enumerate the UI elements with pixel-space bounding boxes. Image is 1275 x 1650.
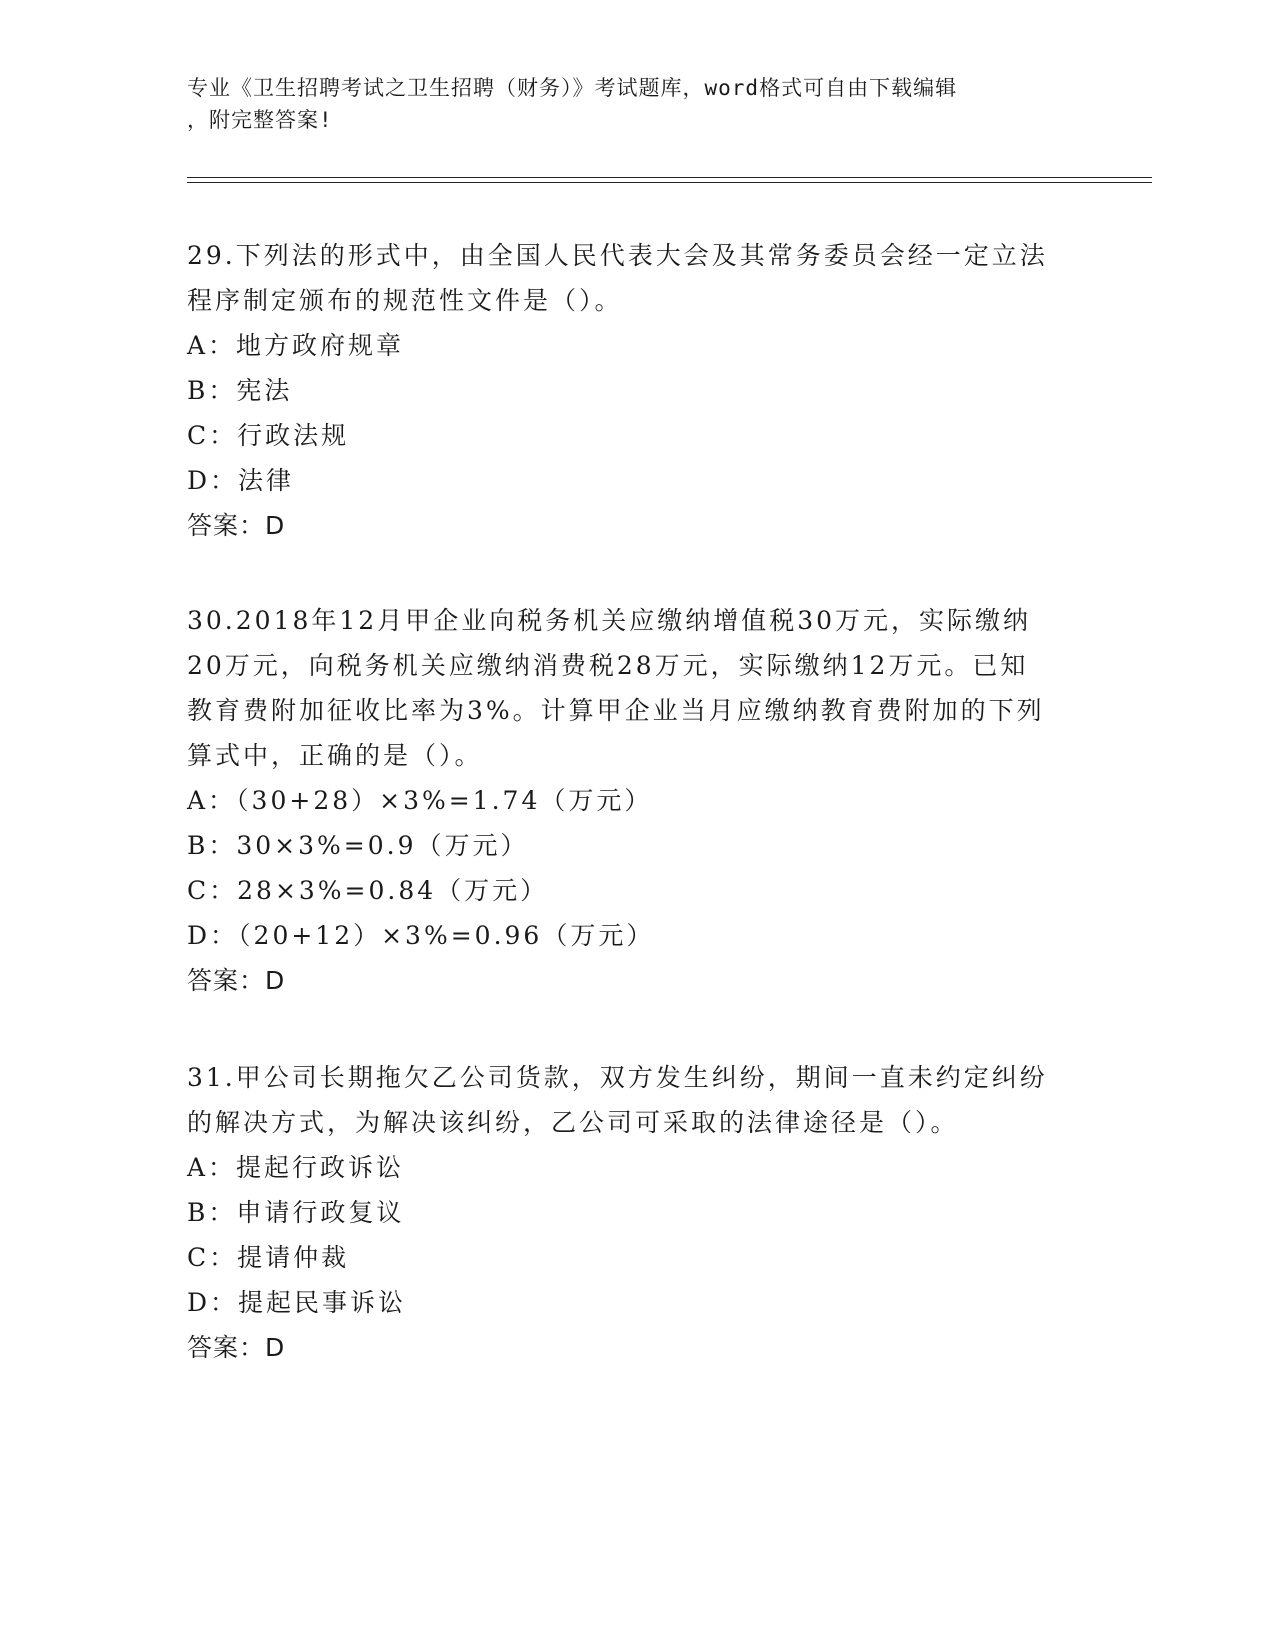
question-29 <box>187 233 1087 549</box>
option-a: A：地方政府规章 <box>187 331 405 360</box>
header-divider-bottom <box>187 182 1152 183</box>
option-c: C：28×3%=0.84（万元） <box>187 876 549 905</box>
question-stem-line: 程序制定颁布的规范性文件是（）。 <box>187 286 623 315</box>
question-stem-line: 31.甲公司长期拖欠乙公司货款，双方发生纠纷，期间一直未约定纠纷 <box>187 1063 1048 1092</box>
question-stem-line: 算式中，正确的是（）。 <box>187 741 483 770</box>
option-d: D：提起民事诉讼 <box>187 1288 407 1317</box>
header-line-2: ，附完整答案! <box>187 108 333 132</box>
question-stem-line: 的解决方式，为解决该纠纷，乙公司可采取的法律途径是（）。 <box>187 1108 959 1137</box>
question-stem-line: 20万元，向税务机关应缴纳消费税28万元，实际缴纳12万元。已知 <box>187 651 1029 680</box>
question-30 <box>187 598 1087 1004</box>
option-d: D：法律 <box>187 466 295 495</box>
answer-label: 答案：D <box>187 511 286 540</box>
option-b: B：宪法 <box>187 376 293 405</box>
document-header <box>187 72 1067 136</box>
option-c: C：提请仲裁 <box>187 1243 350 1272</box>
answer-label: 答案：D <box>187 966 286 995</box>
option-a: A：提起行政诉讼 <box>187 1153 405 1182</box>
question-stem-line: 29.下列法的形式中，由全国人民代表大会及其常务委员会经一定立法 <box>187 241 1048 270</box>
option-d: D：（20+12）×3%=0.96（万元） <box>187 921 655 950</box>
question-31 <box>187 1055 1087 1371</box>
option-b: B：30×3%=0.9（万元） <box>187 831 529 860</box>
option-a: A：（30+28）×3%=1.74（万元） <box>187 786 653 815</box>
option-b: B：申请行政复议 <box>187 1198 405 1227</box>
question-stem-line: 教育费附加征收比率为3%。计算甲企业当月应缴纳教育费附加的下列 <box>187 696 1045 725</box>
header-line-1: 专业《卫生招聘考试之卫生招聘（财务）》考试题库，word格式可自由下载编辑 <box>187 76 958 100</box>
header-divider-top <box>187 177 1152 178</box>
answer-label: 答案：D <box>187 1333 286 1362</box>
question-stem-line: 30.2018年12月甲企业向税务机关应缴纳增值税30万元，实际缴纳 <box>187 606 1032 635</box>
option-c: C：行政法规 <box>187 421 350 450</box>
